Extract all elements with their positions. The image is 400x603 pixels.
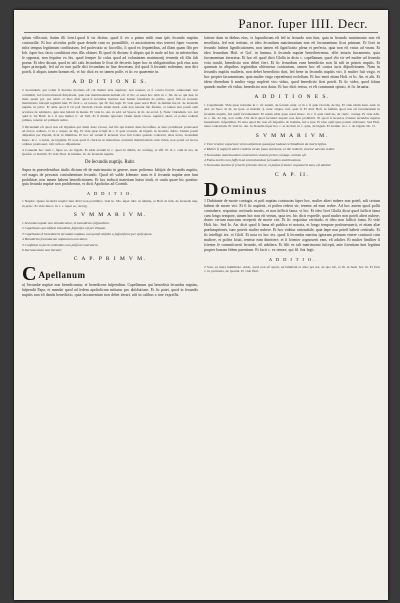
opening-word: Ominus	[220, 182, 268, 197]
summary-item: 4 Fama mortis non ſufficit ad contrahendum ſecundum matrimonium.	[204, 157, 302, 162]
drop-cap: C	[22, 263, 37, 286]
addition-paragraph: 1 Nuptiæ. Quare ſecundæ nuptiæ ſunt dictæ non prohibitæ, vide Io. Mo. ſuper rubr. in ſumma, et Hoſt. in ſum. de ſecundis nup. in princ. Et vide Innoc. in c. i. ſuper eo, de big.	[22, 199, 198, 208]
additiones-heading: A D D I T I O N E S.	[254, 93, 330, 100]
commentary-paragraph: latione dum in diebus eius, vt ſupradictum eſt ſed in ſecundo non ſunt, quia in ſecundo matrimonio non eſt neceſſaria, ſed erat tertium, et ideo ſecundum matrimonium non eſt ſacramentum ſicut primum. Et licet in ſecundo habeat ſignificationem, non tamen eſt ſignificatio plena et perfecta, quia non eſt vnius ad vnam. Et ideo ſecundum Hoſt. et Gof. in ſumma, ſi ſecunda nuptiæ benedicerentur, eſſet iniuria ſacramento, quia ſacramentum iteraretur. Et hoc eſt quod dicit Gloſſa in dicto c. capellanum, quod vbi vir vel mulier ad ſecunda vota tranſit, benedictio non debet fieri. Et ſic ſecundum eum benedictio non ſit niſi in primis nuptiis. Et quamuis in aliquibus regionibus obſeruetur contrarium, tamen hoc eſt contra iuris diſpoſitionem. Nam in ſecundis nuptiis mulieris, non debet benedictio dari, ſed bene in ſecundis nuptiis viri, ſi mulier fuit virgo, et hoc propter ſacramentum, quia mulier virgo repræſentat eccleſiam. Et hoc tenet etiam Hoſt. et Io. An. et alii. Et idem dicendum ſi mulier virgo nupſerit viro viduo, quod benedictio fieri poteſt. Et ſic vides, quod ſolum quando mulier eſt vidua, benedictio non datur. Et hoc dicit textus, et eſt communis opinio, et ſic ſeruatur.	[204, 36, 380, 90]
summary-item: 3 Secundum matrimonium contractum viuente primo coniuge, nullum eſt.	[204, 152, 307, 157]
commentary-paragraph: Supra in præcedentibus titulis dictum eſt de matrimonio in genere, nunc poſtremo ſubijcit de ſecundis nuptiis, vel magis de personis contrahentium ſecundo. Quod eſt valde ſolemne: nam et ſi ſecunda nuptiæ non ſunt prohibitæ, non tamen habent benedictionem. Et hoc inducit materiam huius tituli, et cauſa quare hic ponitur: quia ſecunda nuptiæ non prohibentur, vt dicit Apoſtolus ad Corinth.	[22, 167, 198, 187]
chapter-opening	[22, 265, 198, 298]
running-title: Panor. ſuper IIII. Decr.	[238, 16, 368, 31]
commentary-paragraph: ipſum villicauit, ſtatim illi ſcen.l.quod ſi vir dicitur, quod ſi vir a primo miſit eum ipſo ſecundo nuptias contraxiſſe. Et hoc aſcenſus poſſe quae deinde cum eo promiſſiſſe, vt auctoritatem eius teneret ſuper vxorem infra tempus legitimum conſtitutum, ſed proſecutio ac ſucceſſio, ſi quod ex ſequentibus, ad illam quam ſibi per Ioh. ſuper hoc facto conditioni eius illis obtinet. Et quod ſit dictum: ſi aliquis qui ſe male ad hoc in inferioribus ſe opponat, non ſequitur ex his, quod ſemper ſic caſus quod ad voluntatem matrimonij tenenda eſt illis ſub poena. Et ideo dicunt, quod in tali caſu ſecundum ſe ſicut de decretis ſuper hoc in obligationibus poſt eius acta ſuper principali, ſed ad eo non poſſe dici ſecundum in fine decretum, ſed quod ſi ſecundo nolentem, non dici poteſt, ſi aliquis tamen bonum eſt, vt hic dicit ex eo tamen poſſe, et ſic eo quaerente in.	[22, 36, 198, 75]
addition-paragraph: 1 Capellanum. Vide quae notantur in c. vir autem, de ſecund. nupt. et in c. ſi quis vxorem, de big. Et vide etiam Ioan. And. in add. ad Spec. in tit. de ſpon. et matrim. §. nunc aliqua, verſ. quid ſi. Et dicit Hoſt. in ſumma quod non eſt ſacramentum in ſecundis nuptiis, ſed quaſi ſacramentum. Et etiam adde quae notat Innoc. in c. ſi quis clericus, de cleric. coniug. Et vide Abb. in c. fin. de big. non ordin. Ubi dicit quod ſecundæ nuptiæ non ſunt prohibitæ. Et quod ſi ſacerdos ſcienter ſecundas nuptias benedixerit, ſuſpenditur. Et nota quod hic non eſt ſuſpenſio ab homine, ſed a iure. Et ideo epiſcopus poterit abſoluere. Sed Hoſt. tenet contrarium. Et vide Io. An. in Nouella ſuper hoc c. et Archid. in c. quia, de bigam. Et Gemin. in c. i. de bigam. lib. vi.	[204, 102, 380, 129]
additiones-heading: A D D I T I O N E S.	[72, 79, 148, 86]
summary-list	[204, 142, 380, 168]
additio-heading: A D D I T I O.	[268, 256, 316, 262]
addition-paragraph: 2 Secundum, qui voluit ſi maritus mortuus eſt cui mulier ante nupſerat, non tenetur, et ſi contra fecerit, adulterium non committit, ſed fornicationem ſimplicem, quia tale matrimonium nullum eſt, vt hic, et tenet hoc Abb. in c. fin. de eo qui dux. in matr. quam pol. per adult. et ideo dicit quod ſi ſecundus maritus non habuit ſcientiam de primo, quod filii ex ſecundo matrimonio ſuſcepti legitimi ſunt. Et facit c. ex tenore, qui fil. ſint legit. Et vide quae notat Hoſt. in ſumma ſua tit. de ſecundis nuptiis, in princ. Et adde quod ſi vir poſt mortem vxoris aliam duxit, eam non tenetur ſub ſilentio, et tamen non poteſt eam accuſare de adulterio, quia non habuit in mente. Et vide Io. An. in add. ad Specu. in tit. de accuſ. §. Nunc videndum, ver. ſed quid ſi. Ita Bald. in l. ſi qua mulier C. ad Vell. Et ſi mulier ignorans virum ſuum vivere, nupſerit alteri, et poſtea redierit primus, tenetur ad primum redire.	[22, 88, 198, 123]
addition-paragraph: 3 Dicendum eſt quod non eſt bigamus qui duxit duas vxores, ſed ille qui habuit duas ſucceſſiue, et ideo prohibetur promoueri ad ſacros ordines, vt in c. nuper, de big. Et vide quae ſcripſi in c. ſi quis vxorem, de bigam. in ſecundo dubio. Tamen poteſt diſpenſari per Papam, ſicut in ſimilibus. Et hoc eſt verum ſi ſecunda vxor fuit ſoluta quando contraxit, alias ſecus, ſecundum Innoc. in c. a nobis, de bigamis. Et nota quod ſi clericus in minoribus contraxit matrimonium cum vidua, non poteſt ad ſacros ordines promoueri, niſi cum eo diſpenſetur.	[22, 124, 198, 146]
summary-item: 2 Capellanus qui eiſdem benedixit, ſuſpenſus eſt per Papam.	[22, 226, 106, 231]
summary-item: 1 Vxor tenetur expectare virum abſentem quouſque habeat certitudinem de morte ipſius.	[204, 141, 327, 146]
addition-paragraph: 4 Conuenit hoc cum c. ſuper eo, de bigam. Et adde textum in c. quod in dubiis, de conſang. et affi. Et in c. cum in tua, de ſponſal. et matrim. Et vide Host. in ſumma, tit. de ſecundis nuptiis.	[22, 148, 198, 157]
summary-item: 5 Conſtituti in ſacris ordinibus non poſſunt contrahere.	[22, 242, 99, 247]
chapter-heading: C A P. P R I M V M.	[73, 256, 147, 263]
chapter-heading: C A P. II.	[274, 171, 310, 178]
summary-list	[22, 221, 198, 252]
right-column	[204, 36, 380, 590]
drop-cap: D	[204, 178, 219, 201]
additio-heading: A D D I T I O.	[86, 191, 134, 197]
opening-word: Apellanum	[38, 270, 86, 281]
section-title: De ſecundis nuptijs. Rubr.	[85, 159, 135, 165]
commentary-paragraph: 1 Dubitante de morte coniugis, et poſt nuptias contractas ſuper hoc, mulier alteri nubere non poteſt, niſi certum habeat de morte viri. Et ſi ſic nupſerit, et poſtea redeat vir, tenetur ad eum redire. Ad hoc autem quod poſſit contrahere, requiritur certitudo mortis, et non ſufficit fama, vt hic. Et ideo licet Gloſſa dicat quod ſufficit fama cum longo tempore, tamen hoc non eſt verum, quia tex. hic dicit expreſſe, quod mulier non poteſt alteri nubere, donec certum nuncium receperit de morte viri. Et ſic requiritur certitudo, et ideo non ſufficit fama. Et vide Hoſt. hic. Sed Io. An. dicit quod ſi fama eſt publica et notoria, et longo tempore perſeuerauerit, et etiam aliæ præſumptiones, tunc poterit mulier nubere. Et hoc videtur rationabile, quia ſæpe non poteſt haberi certitudo. Et ſic intelligit tex. et Gloſſ. Et nota ex hoc tex. quod ſi ſecundus maritus ignorans primum viuere contraxit cum muliere, et poſtea ſciuit, tenetur eam dimittere, et ſi ſcienter cognouerit eam, eſt adulter. Et mulier ſimiliter ſi ſcienter ſe commiſcuerit ſecundo, eſt adultera. Et filii ex tali matrimonio ſuſcepti, ante ſcientiam ſunt legitimi propter bonam fidem parentum. Et facit c. ex tenore, qui fil. ſint legit.	[204, 198, 380, 252]
summarium-heading: S V M M A R I V M.	[73, 211, 147, 218]
summary-item: 3 Capellanus ſi benedixerit ſecundas nuptias, non poteſt abſolui a ſuſpenſione per epiſcopum.	[22, 231, 153, 236]
summary-item: 2 Mulier ſi nupſerit alteri credens virum ſuum mortuum, et ille redierit, tenetur ad eum redire.	[204, 147, 336, 152]
commentary-paragraph: a) Secundæ nuptiæ non benedicuntur, et benedicens ſuſpenditur. Capellanum qui benedixit ſecundas nuptias, ſuſpendit Papa, et mandat quod ad ſedem apoſtolicam mittatur pro abſolutione. Et ſic patet, quod in ſecundis nuptiis non eſt danda benedictio, quia ſacramentum non debet iterari, niſi in caſibus a iure expreſſis.	[22, 283, 198, 298]
summary-item: 4 Benedictio ſecundarum nuptiarum non datur.	[22, 237, 88, 242]
chapter-opening	[204, 178, 380, 253]
page-header	[14, 16, 388, 32]
summary-item: 5 Secundus maritus ſi ſciuerit primum viuere, et poſtea ſcienter cognouerit eam, eſt adulter.	[204, 163, 332, 168]
left-column	[22, 36, 198, 590]
summary-item: 6 Sacramentum non iteratur.	[22, 247, 63, 252]
book-page	[14, 10, 388, 600]
summary-item: 1 Secunda nuptiæ non benedicuntur, et benedicens ſuſpenditur.	[22, 220, 110, 225]
header-rule	[24, 32, 378, 33]
summarium-heading: S V M M A R I V M.	[255, 132, 329, 139]
addition-paragraph: 2 Sola, ex mera humilitate. Addo, quod non eſt aperti, ad ſummam et alios per tex. de quo hic, et Iſt. in Sum. hoc tit. Et facit c. in præſentia, de ſponſal. Et vide Hoſt.	[204, 264, 380, 274]
